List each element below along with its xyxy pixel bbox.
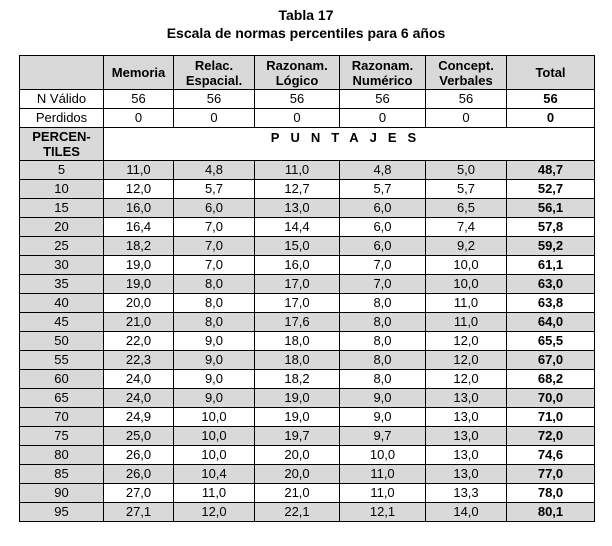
stats-label: N Válido [20, 90, 104, 109]
percentile-cell: 65 [20, 389, 104, 408]
column-header: Razonam. Numérico [340, 56, 426, 90]
score-cell: 9,0 [174, 389, 255, 408]
score-cell: 5,7 [426, 180, 507, 199]
score-cell: 17,6 [255, 313, 340, 332]
percentile-cell: 95 [20, 503, 104, 522]
score-cell: 15,0 [255, 237, 340, 256]
score-cell: 8,0 [174, 294, 255, 313]
score-cell: 21,0 [104, 313, 174, 332]
percentile-cell: 90 [20, 484, 104, 503]
score-cell: 8,0 [340, 332, 426, 351]
percentile-cell: 5 [20, 161, 104, 180]
total-cell: 63,0 [507, 275, 595, 294]
score-cell: 5,7 [340, 180, 426, 199]
score-cell: 19,7 [255, 427, 340, 446]
column-header: Razonam. Lógico [255, 56, 340, 90]
score-cell: 8,0 [340, 351, 426, 370]
score-cell: 27,0 [104, 484, 174, 503]
score-cell: 20,0 [255, 465, 340, 484]
table-row [20, 370, 595, 389]
score-cell: 9,0 [174, 370, 255, 389]
table-row [20, 294, 595, 313]
total-cell: 71,0 [507, 408, 595, 427]
total-cell: 57,8 [507, 218, 595, 237]
score-cell: 8,0 [174, 313, 255, 332]
column-header: Memoria [104, 56, 174, 90]
total-cell: 70,0 [507, 389, 595, 408]
stats-value: 0 [104, 109, 174, 128]
table-row [20, 351, 595, 370]
score-cell: 18,0 [255, 332, 340, 351]
stats-label: Perdidos [20, 109, 104, 128]
percentile-cell: 15 [20, 199, 104, 218]
score-cell: 13,0 [426, 465, 507, 484]
total-cell: 77,0 [507, 465, 595, 484]
score-cell: 19,0 [104, 256, 174, 275]
score-cell: 7,0 [174, 218, 255, 237]
table-row [20, 446, 595, 465]
table-row [20, 313, 595, 332]
total-cell: 48,7 [507, 161, 595, 180]
table-title: Tabla 17 [278, 7, 334, 23]
score-cell: 22,1 [255, 503, 340, 522]
stats-value: 56 [174, 90, 255, 109]
score-cell: 6,0 [340, 218, 426, 237]
score-cell: 6,0 [340, 237, 426, 256]
table-subtitle: Escala de normas percentiles para 6 años [166, 25, 446, 41]
percentile-cell: 10 [20, 180, 104, 199]
score-cell: 4,8 [340, 161, 426, 180]
table-row [20, 427, 595, 446]
score-cell: 5,0 [426, 161, 507, 180]
score-cell: 11,0 [104, 161, 174, 180]
score-cell: 11,0 [174, 484, 255, 503]
score-cell: 13,0 [426, 427, 507, 446]
score-cell: 21,0 [255, 484, 340, 503]
percentile-cell: 80 [20, 446, 104, 465]
header-row [20, 56, 595, 90]
score-cell: 13,3 [426, 484, 507, 503]
score-cell: 17,0 [255, 294, 340, 313]
percentile-cell: 70 [20, 408, 104, 427]
score-cell: 10,0 [174, 427, 255, 446]
score-cell: 6,5 [426, 199, 507, 218]
score-cell: 7,0 [340, 256, 426, 275]
table-row [20, 256, 595, 275]
score-cell: 6,0 [174, 199, 255, 218]
column-header [20, 56, 104, 90]
percentiles-header-row [20, 128, 595, 161]
stats-value: 56 [255, 90, 340, 109]
stats-value: 0 [174, 109, 255, 128]
percentile-cell: 45 [20, 313, 104, 332]
total-cell: 64,0 [507, 313, 595, 332]
table-header [20, 56, 595, 90]
score-cell: 22,3 [104, 351, 174, 370]
score-cell: 17,0 [255, 275, 340, 294]
stats-value: 56 [104, 90, 174, 109]
score-cell: 8,0 [340, 294, 426, 313]
score-cell: 20,0 [255, 446, 340, 465]
stats-value: 0 [340, 109, 426, 128]
total-cell: 72,0 [507, 427, 595, 446]
score-cell: 7,0 [174, 256, 255, 275]
score-cell: 10,4 [174, 465, 255, 484]
total-cell: 61,1 [507, 256, 595, 275]
score-cell: 9,0 [174, 351, 255, 370]
score-cell: 26,0 [104, 465, 174, 484]
score-cell: 8,0 [340, 370, 426, 389]
score-cell: 11,0 [426, 313, 507, 332]
percentile-cell: 30 [20, 256, 104, 275]
table-row [20, 218, 595, 237]
score-cell: 11,0 [426, 294, 507, 313]
table-row [20, 180, 595, 199]
score-cell: 19,0 [255, 389, 340, 408]
score-cell: 19,0 [255, 408, 340, 427]
total-cell: 68,2 [507, 370, 595, 389]
score-cell: 20,0 [104, 294, 174, 313]
percentile-cell: 75 [20, 427, 104, 446]
score-cell: 9,2 [426, 237, 507, 256]
puntajes-label: PUNTAJES [104, 128, 595, 161]
score-cell: 7,4 [426, 218, 507, 237]
score-cell: 9,0 [174, 332, 255, 351]
score-cell: 10,0 [426, 256, 507, 275]
percentile-cell: 35 [20, 275, 104, 294]
total-cell: 59,2 [507, 237, 595, 256]
total-cell: 74,6 [507, 446, 595, 465]
score-cell: 10,0 [340, 446, 426, 465]
score-cell: 16,0 [255, 256, 340, 275]
table-row [20, 484, 595, 503]
score-cell: 11,0 [340, 465, 426, 484]
column-header: Concept. Verbales [426, 56, 507, 90]
score-cell: 8,0 [340, 313, 426, 332]
score-cell: 10,0 [174, 446, 255, 465]
stats-value: 0 [507, 109, 595, 128]
total-cell: 63,8 [507, 294, 595, 313]
column-header: Total [507, 56, 595, 90]
table-row [20, 237, 595, 256]
table-row [20, 389, 595, 408]
total-cell: 67,0 [507, 351, 595, 370]
score-cell: 13,0 [426, 446, 507, 465]
score-cell: 6,0 [340, 199, 426, 218]
percentile-cell: 85 [20, 465, 104, 484]
stats-value: 0 [426, 109, 507, 128]
stats-value: 56 [340, 90, 426, 109]
stats-value: 56 [426, 90, 507, 109]
score-cell: 12,0 [426, 370, 507, 389]
total-cell: 80,1 [507, 503, 595, 522]
score-cell: 19,0 [104, 275, 174, 294]
score-cell: 14,0 [426, 503, 507, 522]
table-row [20, 503, 595, 522]
score-cell: 9,7 [340, 427, 426, 446]
score-cell: 26,0 [104, 446, 174, 465]
total-cell: 65,5 [507, 332, 595, 351]
percentile-cell: 25 [20, 237, 104, 256]
score-cell: 18,2 [255, 370, 340, 389]
score-cell: 8,0 [174, 275, 255, 294]
score-cell: 12,1 [340, 503, 426, 522]
score-cell: 7,0 [340, 275, 426, 294]
score-cell: 4,8 [174, 161, 255, 180]
score-cell: 10,0 [426, 275, 507, 294]
score-cell: 12,0 [174, 503, 255, 522]
total-cell: 56,1 [507, 199, 595, 218]
score-cell: 16,0 [104, 199, 174, 218]
score-cell: 13,0 [426, 389, 507, 408]
percentile-cell: 55 [20, 351, 104, 370]
score-cell: 13,0 [255, 199, 340, 218]
table-row [20, 275, 595, 294]
percentile-cell: 60 [20, 370, 104, 389]
score-cell: 16,4 [104, 218, 174, 237]
total-cell: 78,0 [507, 484, 595, 503]
score-cell: 12,7 [255, 180, 340, 199]
score-cell: 12,0 [426, 351, 507, 370]
score-cell: 24,0 [104, 389, 174, 408]
score-cell: 24,0 [104, 370, 174, 389]
table-row [20, 465, 595, 484]
table-body [20, 90, 595, 522]
score-cell: 10,0 [174, 408, 255, 427]
score-cell: 22,0 [104, 332, 174, 351]
total-cell: 52,7 [507, 180, 595, 199]
table-row [20, 332, 595, 351]
score-cell: 9,0 [340, 389, 426, 408]
score-cell: 11,0 [255, 161, 340, 180]
stats-row [20, 90, 595, 109]
percentile-cell: 50 [20, 332, 104, 351]
score-cell: 5,7 [174, 180, 255, 199]
score-cell: 7,0 [174, 237, 255, 256]
score-cell: 11,0 [340, 484, 426, 503]
score-cell: 14,4 [255, 218, 340, 237]
score-cell: 12,0 [426, 332, 507, 351]
table-row [20, 199, 595, 218]
stats-value: 0 [255, 109, 340, 128]
table-row [20, 408, 595, 427]
score-cell: 27,1 [104, 503, 174, 522]
score-cell: 13,0 [426, 408, 507, 427]
stats-row [20, 109, 595, 128]
percentiles-label: PERCEN- TILES [20, 128, 104, 161]
score-cell: 12,0 [104, 180, 174, 199]
table-row [20, 161, 595, 180]
percentile-cell: 40 [20, 294, 104, 313]
score-cell: 24,9 [104, 408, 174, 427]
column-header: Relac. Espacial. [174, 56, 255, 90]
score-cell: 18,0 [255, 351, 340, 370]
score-cell: 25,0 [104, 427, 174, 446]
score-cell: 18,2 [104, 237, 174, 256]
percentile-cell: 20 [20, 218, 104, 237]
percentile-table [19, 55, 595, 522]
score-cell: 9,0 [340, 408, 426, 427]
stats-value: 56 [507, 90, 595, 109]
